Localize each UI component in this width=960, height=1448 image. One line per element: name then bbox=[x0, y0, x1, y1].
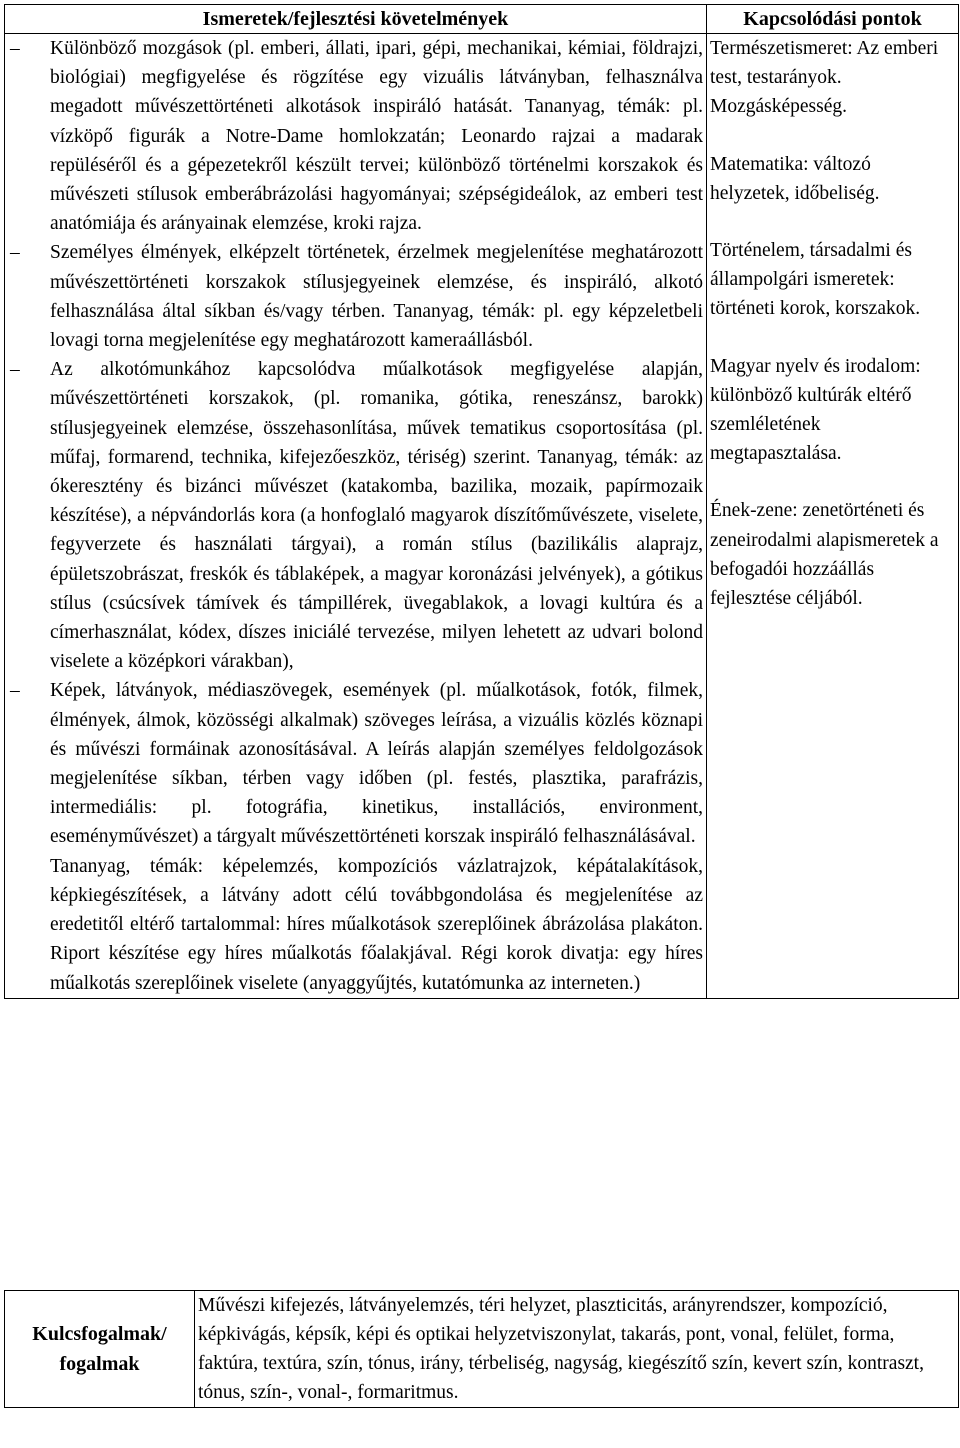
connections-cell bbox=[707, 34, 959, 999]
dash-bullet: – bbox=[10, 680, 20, 702]
connection-literature: Magyar nyelv és irodalom: különböző kultúrák eltérő szemléletének megtapasztalása. bbox=[710, 355, 921, 465]
keywords-label: Kulcsfogalmak/ fogalmak bbox=[5, 1291, 195, 1408]
dash-bullet: – bbox=[10, 242, 20, 264]
requirements-header: Ismeretek/fejlesztési követelmények bbox=[5, 5, 707, 34]
list-item-text: Képek, látványok, médiaszövegek, események (pl. műalkotások, fotók, filmek, élmények, álmok, közösségi alkalmak) szöveges leírása, a vizuális közlés köznapi és művészi formáinak azonosításával. A leírás alapján személyes feldolgozások megjelenítése síkban, térben vagy időben (pl. festés, plasztika, parafrázis, intermediális: pl. fotográfia, kinetikus, installációs, environment, eseményművészet) a tárgyalt művészettörténeti korszak inspiráló felhasználásával. bbox=[50, 680, 703, 848]
requirements-cell bbox=[5, 34, 707, 999]
connection-music: Ének-zene: zenetörténeti és zeneirodalmi alapismeretek a befogadói hozzáállás fejlesztése céljából. bbox=[710, 500, 939, 610]
connection-history: Történelem, társadalmi és állampolgári ismeretek: történeti korok, korszakok. bbox=[710, 240, 921, 320]
list-item bbox=[8, 355, 703, 676]
list-item bbox=[8, 34, 703, 238]
connection-science: Természetismeret: Az emberi test, testarányok. Mozgásképesség. bbox=[710, 38, 939, 118]
list-item bbox=[8, 676, 703, 851]
keywords-row bbox=[5, 1291, 959, 1408]
table-row bbox=[5, 34, 959, 999]
connection-math: Matematika: változó helyzetek, időbeliség. bbox=[710, 153, 880, 204]
connections-header: Kapcsolódási pontok bbox=[707, 5, 959, 34]
list-item-text: Az alkotómunkához kapcsolódva műalkotások megfigyelése alapján, művészettörténeti korszakok, (pl. romanika, gótika, reneszánsz, barokk) stílusjegyeinek elemzése, összehasonlítása, művek tematikus csoportosítása (pl. műfaj, formarend, technika, kifejezőeszköz, tériség) szerint. Tananyag, témák: az ókeresztény és bizánci művészet (katakomba, bazilika, mozaik, papírmozaik készítése), a népvándorlás kora (a honfoglaló magyarok díszítőművészete, viselete, fegyverzete és használati tárgyai), a román stílus (bazilikális alaprajz, épületszobrászat, freskók és táblaképek, a magyar koronázási jelvények), a gótikus stílus (csúcsívek támívek és támpillérek, üvegablakok, a lovagi kultúra és a címerhasználat, kódex, díszes iniciálé tervezése, milyen lehetett az udvari bolond viselete a középkori várakban), bbox=[50, 359, 703, 673]
dash-bullet: – bbox=[10, 359, 20, 381]
table-header-row bbox=[5, 5, 959, 34]
list-item-text: Személyes élmények, elképzelt történetek, érzelmek megjelenítése meghatározott művészettörténeti korszakok stílusjegyeinek elemzése, és inspiráló, alkotó felhasználása által síkban és/vagy térben. Tananyag, témák: pl. egy képzeletbeli lovagi torna megjelenítése egy meghatározott kameraállásból. bbox=[50, 242, 703, 352]
list-item-text: Különböző mozgások (pl. emberi, állati, ipari, gépi, mechanikai, kémiai, földrajzi, biológiai) megfigyelése és rögzítése egy vizuális látványban, felhasználva megadott művészettörténeti alkotások inspiráló hatását. Tananyag, témák: pl. vízköpő figurák a Notre-Dame homlokzatán; Leonardo rajzai a madarak repüléséről és a gépezetekről készült tervei; különböző történelmi korszakok és művészeti stílusok emberábrázolási hagyományai; szépségideálok, az emberi test anatómiája és arányainak elemzése, kroki rajza. bbox=[50, 38, 703, 235]
topics-paragraph: Tananyag, témák: képelemzés, kompozíciós vázlatrajzok, képátalakítások, képkiegészítések, a látvány adott célú továbbgondolása és megjelenítése az eredetitől eltérő tartalommal: híres műalkotások szereplőinek ábrázolása plakáton. Riport készítése egy híres műalkotás főalakjával. Régi korok divatja: egy híres műalkotás szereplőinek viselete (anyaggyűjtés, kutatómunka az interneten.) bbox=[50, 855, 703, 994]
keywords-table bbox=[4, 1290, 959, 1408]
list-item bbox=[8, 238, 703, 355]
requirements-table bbox=[4, 4, 959, 999]
keywords-text: Művészi kifejezés, látványelemzés, téri helyzet, plaszticitás, arányrendszer, kompozíció, képkivágás, képsík, képi és optikai helyzetviszonylat, takarás, pont, vonal, felület, forma, faktúra, textúra, szín, tónus, irány, térbeliség, nagyság, kiegészítő szín, kevert szín, kontraszt, tónus, szín-, vonal-, formaritmus. bbox=[195, 1291, 959, 1408]
dash-bullet: – bbox=[10, 38, 20, 59]
